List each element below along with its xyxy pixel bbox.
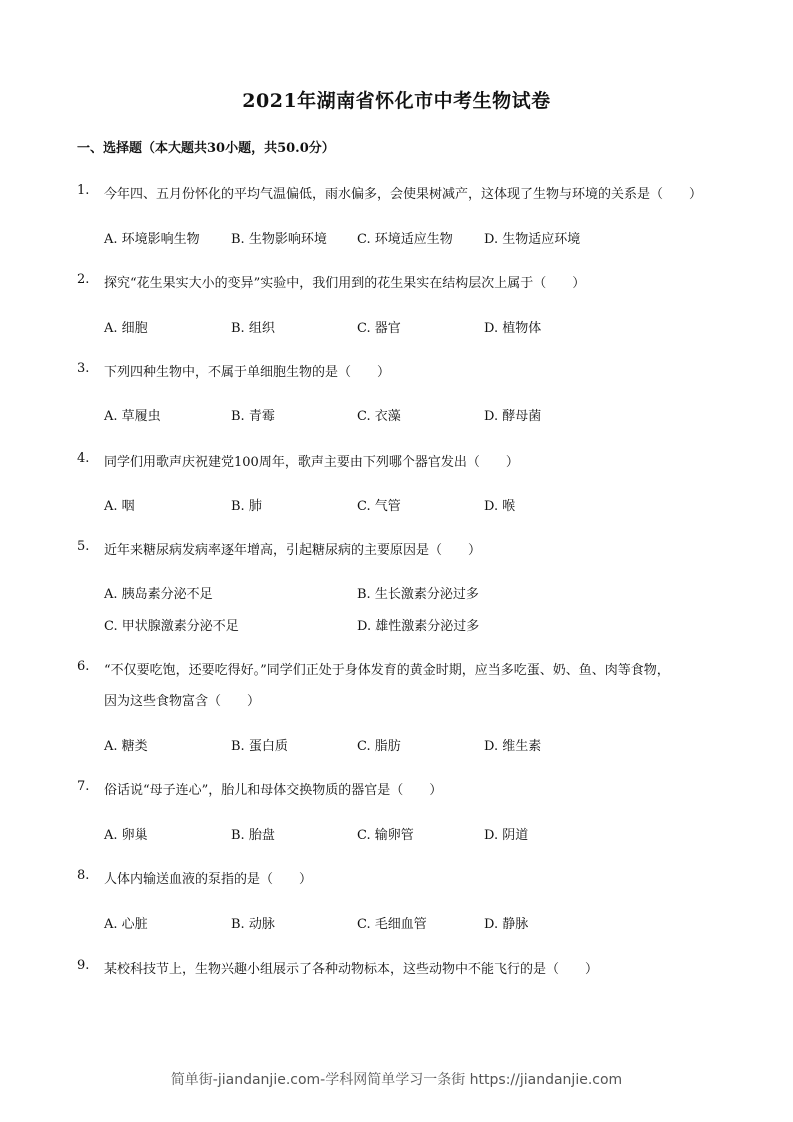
option-a: A. 细胞 [104, 321, 148, 336]
option-b: B. 胎盘 [231, 828, 275, 843]
option-c: C. 脂肪 [357, 739, 401, 754]
option-a: A. 心脏 [104, 917, 148, 932]
option-a: A. 环境影响生物 [104, 232, 200, 247]
question-stem: 人体内输送血液的泵指的是（ ） [104, 872, 313, 887]
option-a: A. 胰岛素分泌不足 [104, 587, 213, 602]
option-d: D. 酵母菌 [484, 409, 542, 424]
question-stem: 下列四种生物中，不属于单细胞生物的是（ ） [104, 365, 391, 380]
option-a: A. 糖类 [104, 739, 148, 754]
question-stem-continued: 因为这些食物富含（ ） [104, 694, 261, 709]
option-b: B. 蛋白质 [231, 739, 288, 754]
option-c: C. 器官 [357, 321, 401, 336]
option-d: D. 静脉 [484, 917, 529, 932]
option-c: C. 甲状腺激素分泌不足 [104, 619, 239, 634]
option-a: A. 卵巢 [104, 828, 148, 843]
question-stem: 某校科技节上，生物兴趣小组展示了各种动物标本，这些动物中不能飞行的是（ ） [104, 962, 599, 977]
option-b: B. 组织 [231, 321, 275, 336]
question-stem: 近年来糖尿病发病率逐年增高，引起糖尿病的主要原因是（ ） [104, 543, 482, 558]
option-d: D. 植物体 [484, 321, 542, 336]
option-d: D. 维生素 [484, 739, 542, 754]
option-b: B. 肺 [231, 499, 262, 514]
section-heading: 一、选择题（本大题共30小题，共50.0分） [77, 141, 335, 156]
option-d: D. 喉 [484, 499, 516, 514]
question-number: 6. [77, 659, 90, 674]
question-number: 9. [77, 958, 90, 973]
question-number: 5. [77, 539, 90, 554]
question-stem: 探究“花生果实大小的变异”实验中，我们用到的花生果实在结构层次上属于（ ） [104, 276, 586, 291]
option-c: C. 气管 [357, 499, 401, 514]
exam-title: 2021年湖南省怀化市中考生物试卷 [242, 90, 551, 112]
question-number: 3. [77, 361, 90, 376]
option-d: D. 生物适应环境 [484, 232, 581, 247]
option-c: C. 输卵管 [357, 828, 414, 843]
option-b: B. 动脉 [231, 917, 275, 932]
question-number: 4. [77, 451, 90, 466]
question-number: 1. [77, 183, 90, 198]
question-number: 2. [77, 272, 90, 287]
question-number: 8. [77, 868, 90, 883]
question-number: 7. [77, 779, 90, 794]
question-stem: 今年四、五月份怀化的平均气温偏低，雨水偏多，会使果树减产，这体现了生物与环境的关系是（ ） [104, 187, 703, 202]
option-b: B. 青霉 [231, 409, 275, 424]
option-d: D. 阴道 [484, 828, 529, 843]
option-a: A. 咽 [104, 499, 135, 514]
option-b: B. 生长激素分泌过多 [357, 587, 479, 602]
option-c: C. 衣藻 [357, 409, 401, 424]
option-a: A. 草履虫 [104, 409, 161, 424]
question-stem: 同学们用歌声庆祝建党100周年，歌声主要由下列哪个器官发出（ ） [104, 455, 519, 470]
option-c: C. 环境适应生物 [357, 232, 453, 247]
option-d: D. 雄性激素分泌过多 [357, 619, 480, 634]
question-stem: “不仅要吃饱，还要吃得好。”同学们正处于身体发育的黄金时期，应当多吃蛋、奶、鱼、肉等食物， [104, 663, 670, 678]
footer-watermark: 简单街-jiandanjie.com-学科网简单学习一条街 https://jiandanjie.com [170, 1072, 623, 1088]
option-c: C. 毛细血管 [357, 917, 427, 932]
question-stem: 俗话说“母子连心”，胎儿和母体交换物质的器官是（ ） [104, 783, 443, 798]
option-b: B. 生物影响环境 [231, 232, 327, 247]
